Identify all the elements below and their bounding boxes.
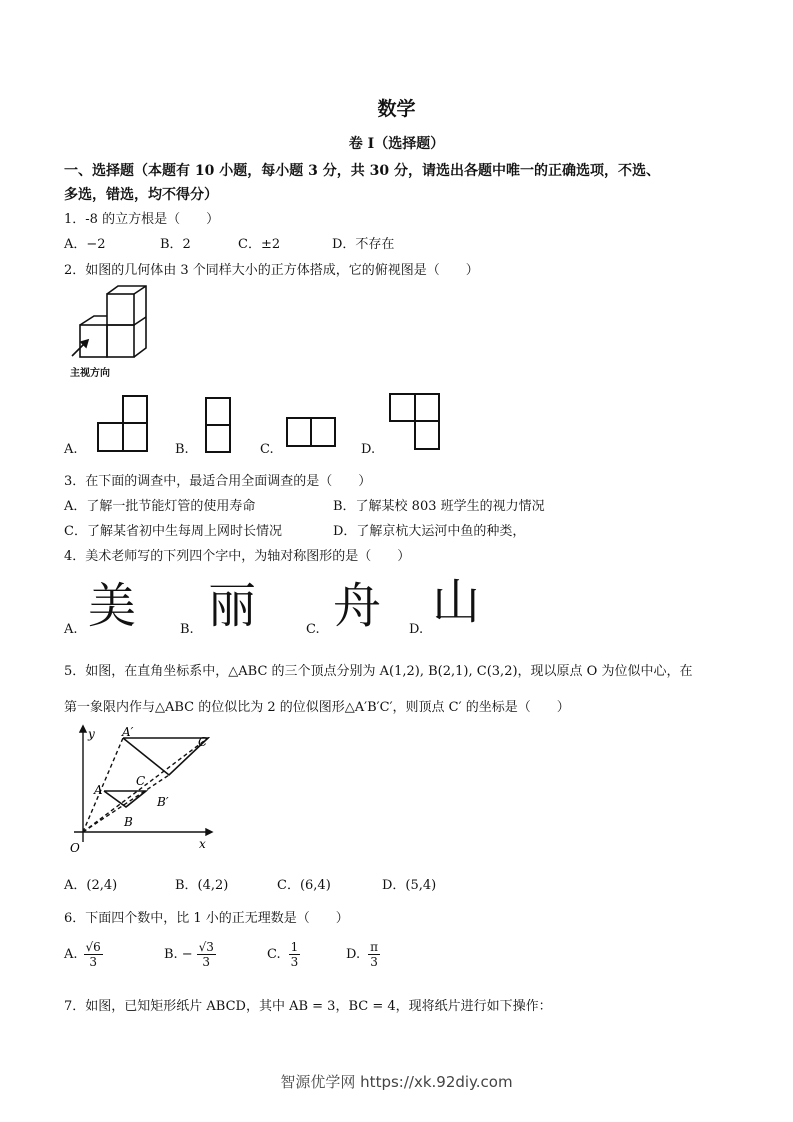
q2-option-c: C. xyxy=(260,442,274,457)
q6-stem: 6．下面四个数中，比 1 小的正无理数是（ ） xyxy=(64,911,349,926)
footer-watermark: 智源优学网 https://xk.92diy.com xyxy=(280,1073,513,1091)
q6-option-d xyxy=(346,940,380,969)
q6-option-d-label: D. xyxy=(346,947,361,962)
q6-option-d-numerator: π xyxy=(370,940,378,954)
page-title: 数学 xyxy=(377,98,416,120)
q4-option-d-label: D. xyxy=(409,622,424,637)
q5-label-x: x xyxy=(199,837,206,851)
q7-stem: 7．如图，已知矩形纸片 ABCD，其中 AB = 3，BC = 4，现将纸片进行如下操作： xyxy=(64,999,552,1014)
q6-option-a-denominator: 3 xyxy=(89,955,97,969)
q6-option-c-fraction xyxy=(289,940,301,969)
q6-option-b-sign: − xyxy=(181,947,193,962)
q6-option-d-denominator: 3 xyxy=(370,955,378,969)
q5-option-b: B．(4,2) xyxy=(175,878,229,893)
q4-stem: 4．美术老师写的下列四个字中，为轴对称图形的是（ ） xyxy=(64,549,411,564)
q2-stem: 2．如图的几何体由 3 个同样大小的正方体搭成，它的俯视图是（ ） xyxy=(64,263,479,278)
q2-option-a: A. xyxy=(64,442,78,457)
section-heading-line2: 多选，错选，均不得分） xyxy=(64,187,218,203)
q6-option-c-label: C. xyxy=(267,947,281,962)
q5-stem-line2: 第一象限内作与△ABC 的位似比为 2 的位似图形△A′B′C′，则顶点 C′ 的坐标是（ ） xyxy=(64,700,570,715)
q2-option-d: D. xyxy=(361,442,376,457)
q2-figure-label: 主视方向 xyxy=(70,368,110,379)
q5-label-a: A xyxy=(94,783,103,797)
q5-option-d: D．(5,4) xyxy=(382,878,437,893)
q3-stem: 3．在下面的调查中，最适合用全面调查的是（ ） xyxy=(64,474,372,489)
q4-option-b-label: B. xyxy=(180,622,194,637)
q6-option-c-denominator: 3 xyxy=(290,955,299,969)
q6-option-b-fraction xyxy=(197,940,216,969)
q1-option-d: D．不存在 xyxy=(332,237,395,252)
q1-option-a: A．−2 xyxy=(64,237,106,252)
q6-option-b-numerator: √3 xyxy=(198,940,214,954)
q6-option-b xyxy=(164,940,216,969)
q4-option-c-label: C. xyxy=(306,622,320,637)
q5-option-c: C．(6,4) xyxy=(277,878,331,893)
q2-cube-figure xyxy=(66,284,158,364)
q5-label-a-prime: A′ xyxy=(122,725,134,739)
q1-stem: 1．-8 的立方根是（ ） xyxy=(64,212,220,227)
q6-option-c-numerator: 1 xyxy=(290,940,299,954)
q2-option-c-figure xyxy=(285,416,339,450)
q1-option-b: B．2 xyxy=(160,237,191,252)
q5-label-b: B xyxy=(124,815,133,829)
q3-option-b: B．了解某校 803 班学生的视力情况 xyxy=(333,499,545,514)
q5-label-c: C xyxy=(136,774,146,788)
q3-option-d: D．了解京杭大运河中鱼的种类， xyxy=(333,524,526,539)
q5-coordinate-figure xyxy=(66,722,216,857)
q2-option-b: B. xyxy=(175,442,189,457)
q6-option-b-label: B. xyxy=(164,947,178,962)
q5-label-y: y xyxy=(88,727,95,741)
q1-option-c: C．±2 xyxy=(238,237,281,252)
q5-label-b-prime: B′ xyxy=(157,795,169,809)
q3-option-a: A．了解一批节能灯管的使用寿命 xyxy=(64,499,256,514)
q4-char-zhou: 舟 xyxy=(333,578,382,634)
page-subtitle: 卷 I（选择题） xyxy=(348,136,445,152)
q6-option-a xyxy=(64,940,103,969)
q6-option-a-numerator: √6 xyxy=(85,940,101,954)
q5-option-a: A．(2,4) xyxy=(64,878,118,893)
q5-label-c-prime: C′ xyxy=(198,735,210,749)
q2-option-d-figure xyxy=(388,392,442,454)
q4-char-li: 丽 xyxy=(208,578,257,634)
q6-option-a-fraction xyxy=(84,940,103,969)
q5-stem-line1: 5．如图，在直角坐标系中，△ABC 的三个顶点分别为 A(1,2), B(2,1), C(3,2)，现以原点 O 为位似中心，在 xyxy=(64,664,693,679)
section-heading-line1: 一、选择题（本题有 10 小题，每小题 3 分，共 30 分，请选出各题中唯一的正确选项，不选、 xyxy=(64,163,660,179)
q5-label-o: O xyxy=(70,841,80,855)
q2-option-b-figure xyxy=(204,396,234,456)
q4-char-shan: 山 xyxy=(432,574,481,630)
q2-option-a-figure xyxy=(96,393,150,455)
q6-option-c xyxy=(267,940,300,969)
q6-option-d-fraction xyxy=(368,940,380,969)
q4-char-mei: 美 xyxy=(88,578,137,634)
q3-option-c: C．了解某省初中生每周上网时长情况 xyxy=(64,524,282,539)
q6-option-a-label: A. xyxy=(64,947,78,962)
q6-option-b-denominator: 3 xyxy=(202,955,211,969)
q4-option-a-label: A. xyxy=(64,622,78,637)
